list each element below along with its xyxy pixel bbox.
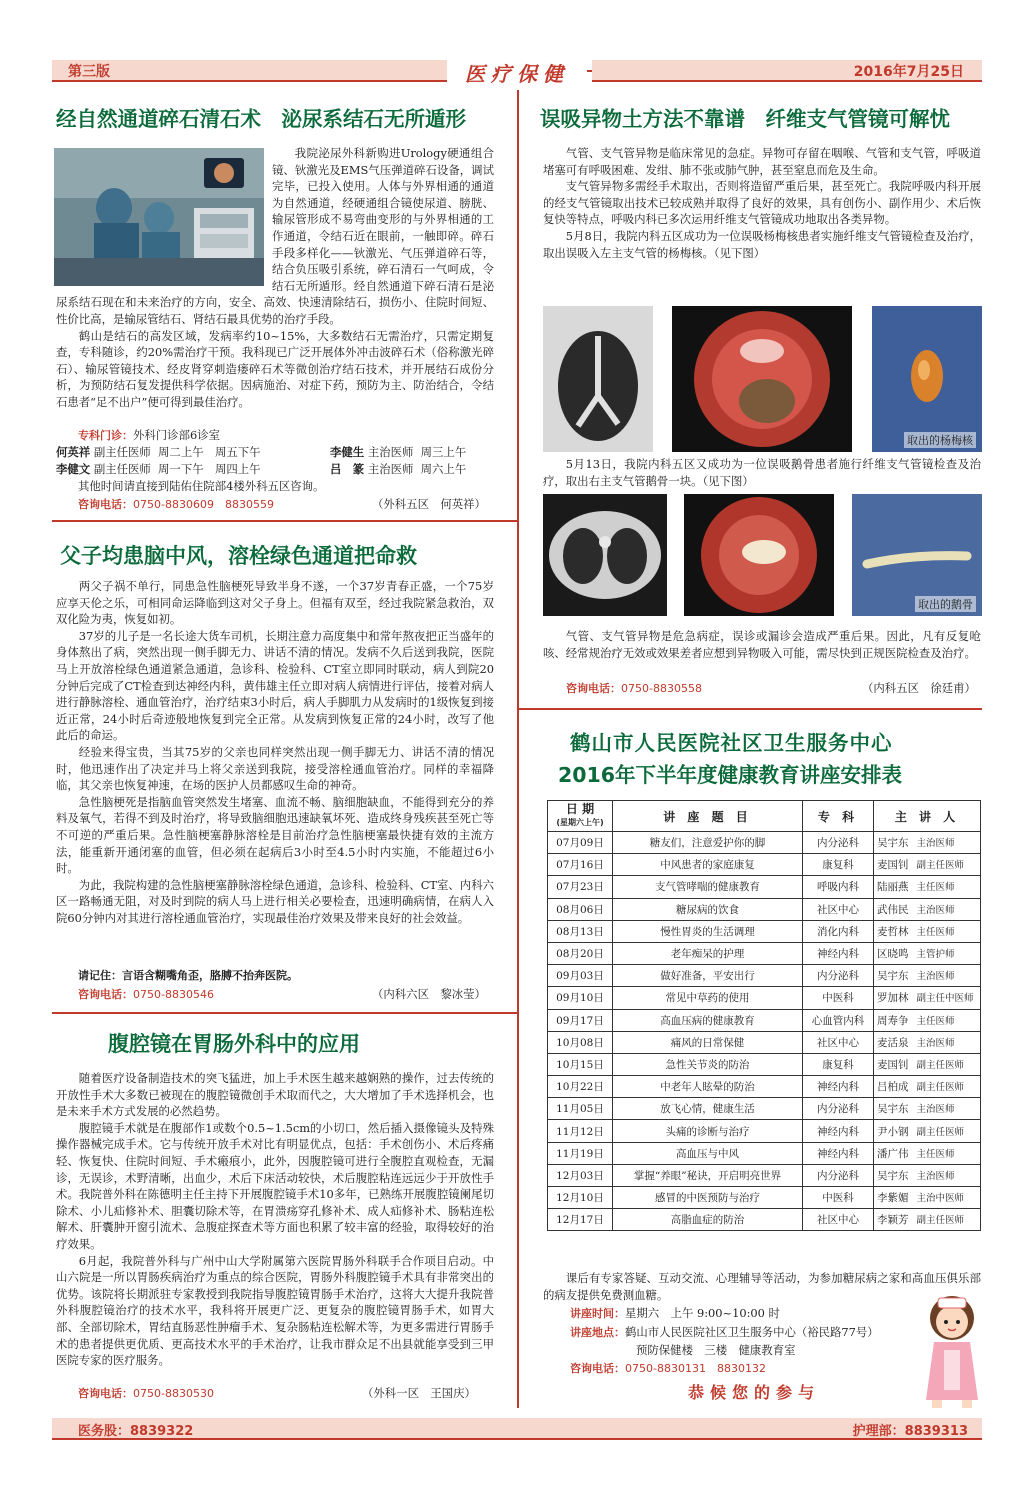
table-row <box>548 832 981 854</box>
table-header-row <box>548 801 981 832</box>
article4-author: （内科五区 徐廷甫） <box>862 681 976 695</box>
speaker-title: 副主任医师 <box>916 1126 965 1138</box>
doctor-name: 何英祥 <box>56 445 91 459</box>
phone-number: 0750-8830546 <box>133 988 214 1001</box>
article2-author: （内科六区 黎冰莹） <box>372 987 486 1001</box>
article4-para: 5月13日，我院内科五区又成功为一位误吸鹅骨患者施行纤维支气管镜检查及治疗，取出右主支气管鹅骨一块。（见下图） <box>543 457 981 488</box>
cell-date: 07月16日 <box>548 854 613 876</box>
stroke-reminder: 请记住：言语含糊嘴角歪，胳膊不抬奔医院。 <box>78 969 298 982</box>
cell-topic: 感冒的中医预防与治疗 <box>613 1187 803 1209</box>
clinic-label: 专科门诊： <box>78 429 133 442</box>
table-row <box>548 876 981 898</box>
speaker-name: 罗加林 <box>877 992 909 1005</box>
table-row <box>548 1187 981 1209</box>
cell-dept: 内分泌科 <box>803 832 874 854</box>
cell-date: 08月20日 <box>548 942 613 964</box>
doctor-name: 李健生 <box>330 445 365 459</box>
article2-title: 父子均患脑中风，溶栓绿色通道把命救 <box>60 544 417 568</box>
speaker-name: 吴宇东 <box>877 1103 909 1116</box>
article2-para: 为此，我院构建的急性脑梗塞静脉溶栓绿色通道，急诊科、检验科、CT室、内科六区一路畅通无阻，对及时到院的病人马上进行相关必要检查，迅速明确病情，在病人入院60分钟内对其进行溶栓通血管治疗，实现最佳治疗效果及带来良好的社会效益。 <box>56 877 494 925</box>
speaker-name: 麦国钊 <box>877 1058 909 1071</box>
bayberry-pit-photo <box>872 306 982 452</box>
cell-dept: 社区中心 <box>803 1031 874 1053</box>
cell-speaker <box>874 942 981 964</box>
schedule-note-text: 课后有专家答疑、互动交流、心理辅导等活动，为参加糖尿病之家和高血压俱乐部的病友提供免费测血糖。 <box>543 1271 981 1302</box>
cell-date: 10月08日 <box>548 1031 613 1053</box>
article4-para: 气管、支气管异物是临床常见的急症。异物可存留在咽喉、气管和支气管，呼吸道堵塞可有呼吸困难、发绀、肺不张或肺气肿，甚至窒息而危及生命。 <box>543 146 981 177</box>
speaker-title: 主管护师 <box>916 949 955 961</box>
speaker-name: 李紫媚 <box>877 1192 909 1205</box>
speaker-title: 副主任医师 <box>916 860 965 872</box>
cell-date: 12月17日 <box>548 1209 613 1231</box>
article1-para1: 我院泌尿外科新购进Urology硬通组合镜、钬激光及EMS气压弹道碎石设备，调试完毕，已投入使用。人体与外界相通的通道为自然通道，经硬通组合镜使尿道、膀胱、输尿管形成不易弯曲变形的与外界相通的工作通道，令结石近在眼前，一触即碎。碎石手段多样化——钬激光、气压弹道碎石等，结合负压吸引系统，碎石清石一气呵成，令结石无所遁形。经自然通道下碎石清石是泌尿系结石现在和未来治疗的方向，安全、高效、快速清除结石，损伤小、住院时间短、性价比高，是输尿管结石、肾结石最具优势的治疗手段。 <box>56 146 494 326</box>
cell-topic: 中风患者的家庭康复 <box>613 854 803 876</box>
cell-topic: 糖尿病的饮食 <box>613 898 803 920</box>
article2-para: 经验来得宝贵，当其75岁的父亲也同样突然出现一侧手脚无力、讲话不清的情况时，他迅速作出了决定并马上将父亲送到我院，接受溶栓通血管治疗。同样的幸福降临，其父亲也恢复神速，在场的医护人员都感叹生命的神奇。 <box>56 744 494 793</box>
cell-dept: 呼吸内科 <box>803 876 874 898</box>
speaker-title: 主治医师 <box>916 1104 955 1116</box>
speaker-name: 吴宇东 <box>877 1169 909 1182</box>
article1-contact <box>78 496 274 514</box>
time-label: 讲座时间： <box>570 1307 625 1320</box>
doctor-name: 吕 篆 <box>330 462 365 476</box>
cell-speaker <box>874 965 981 987</box>
article1-note: 其他时间请直接到陆佑住院部4楼外科五区咨询。 <box>78 479 325 493</box>
phone-number: 0750-8830530 <box>133 1387 214 1400</box>
speaker-name: 尹小钢 <box>877 1125 909 1138</box>
article4-body-3 <box>543 628 981 661</box>
cell-date: 11月05日 <box>548 1098 613 1120</box>
lecture-schedule-table <box>547 800 981 1231</box>
cell-speaker <box>874 1009 981 1031</box>
table-row <box>548 1009 981 1031</box>
speaker-title: 主任医师 <box>916 1015 955 1027</box>
article3-para: 6月起，我院普外科与广州中山大学附属第六医院胃肠外科联手合作项目启动。中山六院是一所以胃肠疾病治疗为重点的综合医院，胃肠外科腹腔镜手术具有非常突出的优势。该院将长期派驻专家教授到我院指导腹腔镜胃肠手术治疗，这将大大提升我院普外科腹腔镜治疗的技术水平，我科将开展更广泛、更复杂的腹腔镜胃肠手术，如胃大部、全部切除术，胃结直肠恶性肿瘤手术、复杂肠粘连松解术等，为更多需进行胃肠手术的患者提供更优质、更高技术水平的手术治疗，让我市群众足不出县就能享受到三甲医院专家的医疗服务。 <box>56 1253 494 1368</box>
speaker-name: 麦活泉 <box>877 1036 909 1049</box>
doctor-row-1 <box>56 444 261 461</box>
cell-date: 08月13日 <box>548 920 613 942</box>
doctor-title: 副主任医师 <box>93 462 151 476</box>
doctor-title: 主治医师 <box>367 462 414 476</box>
issue-date: 2016年7月25日 <box>853 64 964 80</box>
table-row <box>548 1209 981 1231</box>
cell-date: 07月23日 <box>548 876 613 898</box>
doctor-name: 李健文 <box>56 462 91 476</box>
speaker-title: 副主任医师 <box>916 1082 965 1094</box>
schedule-contact <box>570 1360 766 1378</box>
clinic-place: 外科门诊部6诊室 <box>133 428 220 442</box>
article4-para: 支气管异物多需经手术取出，否则将造留严重后果，甚至死亡。我院呼吸内科开展的经支气管镜取出技术已较成熟并取得了良好的效果，具有创伤小、副作用少、术后恢复快等特点，呼吸内科已多次运用纤维支气管镜成功地取出各类异物。 <box>543 179 981 227</box>
doctor-time: 周三上午 <box>420 445 467 459</box>
cell-speaker <box>874 1209 981 1231</box>
speaker-header: 主 讲 人 <box>874 801 981 832</box>
cell-topic: 做好准备，平安出行 <box>613 965 803 987</box>
schedule-rows <box>548 832 981 1231</box>
cell-speaker <box>874 854 981 876</box>
page-header <box>52 60 982 86</box>
article1-title: 经自然通道碎石清石术 泌尿系结石无所遁形 <box>56 107 466 131</box>
cell-dept: 心血管内科 <box>803 1009 874 1031</box>
article4-para: 5月8日，我院内科五区成功为一位误吸杨梅核患者实施纤维支气管镜检查及治疗，取出误吸入左主支气管的杨梅核。（见下图） <box>543 228 981 260</box>
cell-speaker <box>874 1120 981 1142</box>
doctor-time: 周六上午 <box>420 462 467 476</box>
cell-dept: 消化内科 <box>803 920 874 942</box>
doctor-time: 周二上午 周五下午 <box>158 445 261 459</box>
article1-para2: 鹤山是结石的高发区域，发病率约10~15%，大多数结石无需治疗，只需定期复查，专科随诊，约20%需治疗干预。我科现已广泛开展体外冲击波碎石术（俗称激光碎石）、输尿管镜技术、经皮肾穿刺造瘘碎石术等微创治疗结石技术，并开展结石成份分析，为预防结石复发提供科学依据。因病施治、对症下药，预防为主、防治结合，令结石患者“足不出户”便可得到最佳治疗。 <box>56 328 494 409</box>
cell-dept: 神经内科 <box>803 1142 874 1164</box>
cell-dept: 社区中心 <box>803 1209 874 1231</box>
photo-caption: 取出的鹅骨 <box>915 596 976 612</box>
article3-contact <box>78 1385 214 1403</box>
cell-speaker <box>874 1076 981 1098</box>
cell-topic: 急性关节炎的防治 <box>613 1053 803 1075</box>
doctor-row-4 <box>330 461 466 478</box>
speaker-name: 周寿争 <box>877 1014 909 1027</box>
table-row <box>548 1098 981 1120</box>
cell-date: 12月10日 <box>548 1187 613 1209</box>
speaker-title: 主任医师 <box>916 1148 955 1160</box>
table-row <box>548 1076 981 1098</box>
lecture-place <box>570 1324 879 1342</box>
cell-date: 12月03日 <box>548 1164 613 1186</box>
article1-body <box>56 145 494 411</box>
speaker-title: 副主任医师 <box>916 1059 965 1071</box>
phone-number: 0750-8830131 8830132 <box>625 1362 766 1375</box>
cell-speaker <box>874 832 981 854</box>
speaker-name: 武伟民 <box>877 903 909 916</box>
cell-dept: 神经内科 <box>803 942 874 964</box>
article2-body <box>56 578 494 926</box>
doctor-title: 副主任医师 <box>93 445 151 459</box>
phone-label: 咨询电话： <box>78 498 133 511</box>
header-left-band <box>52 60 452 82</box>
cell-topic: 老年痴呆的护理 <box>613 942 803 964</box>
speaker-name: 麦国钊 <box>877 859 909 872</box>
clinic-line <box>78 427 220 445</box>
cell-date: 07月09日 <box>548 832 613 854</box>
cell-speaker <box>874 1031 981 1053</box>
cell-topic: 放飞心情，健康生活 <box>613 1098 803 1120</box>
cell-dept: 中医科 <box>803 987 874 1009</box>
phone-number: 0750-8830558 <box>621 682 702 695</box>
cell-topic: 高血压与中风 <box>613 1142 803 1164</box>
goose-bone-photo <box>852 494 982 616</box>
speaker-title: 主治医师 <box>916 838 955 850</box>
speaker-name: 吴宇东 <box>877 837 909 850</box>
speaker-title: 主治医师 <box>916 1170 955 1182</box>
column-divider <box>517 90 519 1408</box>
cell-dept: 神经内科 <box>803 1120 874 1142</box>
article4-contact <box>566 680 702 698</box>
lecture-place-2: 预防保健楼 三楼 健康教育室 <box>636 1343 796 1357</box>
cell-dept: 社区中心 <box>803 898 874 920</box>
doctor-row-3 <box>56 461 261 478</box>
speaker-name: 李颖芳 <box>877 1214 909 1227</box>
cell-topic: 掌握“养眼”秘诀，开启明亮世界 <box>613 1164 803 1186</box>
table-row <box>548 1142 981 1164</box>
phone-number: 0750-8830609 8830559 <box>133 498 274 511</box>
place-label: 讲座地点： <box>570 1326 625 1339</box>
article2-para: 急性脑梗死是指脑血管突然发生堵塞、血流不畅、脑细胞缺血，不能得到充分的养料及氧气，若得不到及时治疗，将导致脑细胞迅速缺氧坏死、造成终身残疾甚至死亡等不可逆的严重后果。急性脑梗塞静脉溶栓是目前治疗急性脑梗塞最快捷有效的主流方法，能重新开通闭塞的血管，但必须在起病后3小时至4.5小时内实施，不能超过6小时。 <box>56 794 494 876</box>
date-header: 日 期 (星期六上午) <box>548 801 613 832</box>
cell-speaker <box>874 1187 981 1209</box>
speaker-name: 陆丽燕 <box>877 881 909 894</box>
nurse-illustration <box>918 1290 986 1410</box>
cell-topic: 高血压病的健康教育 <box>613 1009 803 1031</box>
phone-label: 咨询电话： <box>78 1387 133 1400</box>
section-rule <box>519 708 982 710</box>
cell-topic: 常见中草药的使用 <box>613 987 803 1009</box>
speaker-title: 主治中医师 <box>916 1193 965 1205</box>
article2-para: 两父子祸不单行，同患急性脑梗死导致半身不遂，一个37岁青春正盛，一个75岁应享天伦之乐，可相同命运降临到这对父子身上。但福有双至，经过我院紧急救治，双双化险为夷，恢复如初。 <box>56 579 494 627</box>
table-row <box>548 942 981 964</box>
speaker-title: 主任医师 <box>916 882 955 894</box>
cell-topic: 慢性胃炎的生活调理 <box>613 920 803 942</box>
article4-body-2 <box>543 456 981 489</box>
speaker-name: 麦哲林 <box>877 925 909 938</box>
cell-date: 10月22日 <box>548 1076 613 1098</box>
doctor-row-2 <box>330 444 466 461</box>
article3-title: 腹腔镜在胃肠外科中的应用 <box>108 1032 360 1056</box>
cell-date: 11月12日 <box>548 1120 613 1142</box>
cell-speaker <box>874 898 981 920</box>
cell-dept: 内分泌科 <box>803 1098 874 1120</box>
phone-label: 咨询电话： <box>570 1362 625 1375</box>
footer-nursing-dept: 护理部：8839313 <box>852 1424 968 1439</box>
table-row <box>548 898 981 920</box>
schedule-title-1: 鹤山市人民医院社区卫生服务中心 <box>570 731 893 755</box>
cell-dept: 康复科 <box>803 854 874 876</box>
photo-caption: 取出的杨梅核 <box>904 432 976 448</box>
article4-body <box>543 145 981 261</box>
article4-para: 气管、支气管异物是危急病症，误诊或漏诊会造成严重后果。因此，凡有反复呛咳、经常规治疗无效或效果差者应想到异物吸入可能，需尽快到正规医院检查及治疗。 <box>543 629 981 660</box>
cell-speaker <box>874 1142 981 1164</box>
page-footer <box>52 1418 982 1440</box>
phone-label: 咨询电话： <box>78 988 133 1001</box>
cell-date: 10月15日 <box>548 1053 613 1075</box>
article1-author: （外科五区 何英祥） <box>372 497 486 511</box>
cell-speaker <box>874 876 981 898</box>
cell-dept: 康复科 <box>803 1053 874 1075</box>
speaker-title: 主治医师 <box>916 971 955 983</box>
cell-dept: 中医科 <box>803 1187 874 1209</box>
article2-contact <box>78 986 214 1004</box>
table-row <box>548 1031 981 1053</box>
speaker-name: 区晓鸣 <box>877 948 909 961</box>
time-value: 星期六 上午 9:00~10:00 时 <box>625 1306 780 1320</box>
cell-topic: 高脂血症的防治 <box>613 1209 803 1231</box>
speaker-name: 吕柏成 <box>877 1081 909 1094</box>
lecture-time <box>570 1305 780 1323</box>
bronchoscope-photo-1 <box>672 306 852 452</box>
speaker-name: 吴宇东 <box>877 970 909 983</box>
cell-dept: 内分泌科 <box>803 965 874 987</box>
topic-header: 讲 座 题 目 <box>613 801 803 832</box>
cell-topic: 糖友们，注意爱护你的脚 <box>613 832 803 854</box>
doctor-time: 周一下午 周四上午 <box>158 462 261 476</box>
cell-date: 09月10日 <box>548 987 613 1009</box>
cell-topic: 支气管哮喘的健康教育 <box>613 876 803 898</box>
speaker-title: 主任医师 <box>916 926 955 938</box>
article3-para: 腹腔镜手术就是在腹部作1或数个0.5~1.5cm的小切口，然后插入摄像镜头及特殊操作器械完成手术。它与传统开放手术对比有明显优点，包括：手术创伤小、术后疼痛轻、恢复快、住院时间短、手术瘢痕小，此外，因腹腔镜可进行全腹腔直观检查，无漏诊，无误诊，术野清晰，出血少，术后下床活动较快，术后腹腔粘连远远少于开放性手术。我院普外科在陈德明主任主持下开展腹腔镜手术10多年，已熟练开展腹腔镜阑尾切除术、小儿疝修补术、胆囊切除术等，在胃溃疡穿孔修补术、成人疝修补术、肠粘连松解术、肝囊肿开窗引流术、急腹症探查术等方面也积累了较丰富的经验，取得较好的治疗效果。 <box>56 1120 494 1251</box>
table-row <box>548 965 981 987</box>
cell-speaker <box>874 1053 981 1075</box>
article3-body <box>56 1070 494 1369</box>
cell-speaker <box>874 1164 981 1186</box>
table-row <box>548 1053 981 1075</box>
article4-title: 误吸异物土方法不靠谱 纤维支气管镜可解忧 <box>540 107 950 131</box>
section-rule <box>52 520 517 522</box>
bronchoscope-photo-2 <box>684 494 834 616</box>
cell-date: 09月03日 <box>548 965 613 987</box>
table-row <box>548 854 981 876</box>
cell-dept: 内分泌科 <box>803 1164 874 1186</box>
welcome-text: 恭候您的参与 <box>688 1383 821 1402</box>
article2-para: 37岁的儿子是一名长途大货车司机，长期注意力高度集中和常年熬夜把正当盛年的身体熬出了病，突然出现一侧手脚无力、讲话不清的情况。发病不久后送到我院，医院马上开放溶栓绿色通道紧急通道，急诊科、检验科、CT室立即同时联动，病人到院20分钟后完成了CT检查到达神经内科，黄伟雄主任立即对病人病情进行评估，接着对病人进行静脉溶栓、通血管治疗，治疗结束3小时后，病人手脚肌力从发病时的1级恢复到接近正常，24小时后奇迹般地恢复到完全正常。从发病到恢复正常的24小时，改写了他此后的命运。 <box>56 628 494 743</box>
cell-speaker <box>874 920 981 942</box>
cell-topic: 头痛的诊断与治疗 <box>613 1120 803 1142</box>
speaker-title: 副主任医师 <box>916 1215 965 1227</box>
doctor-title: 主治医师 <box>367 445 414 459</box>
place-value: 鹤山市人民医院社区卫生服务中心（裕民路77号） <box>625 1325 879 1339</box>
table-row <box>548 920 981 942</box>
cell-speaker <box>874 1098 981 1120</box>
phone-label: 咨询电话： <box>566 682 621 695</box>
table-row <box>548 1164 981 1186</box>
cell-date: 09月17日 <box>548 1009 613 1031</box>
cell-date: 11月19日 <box>548 1142 613 1164</box>
schedule-title-2: 2016年下半年度健康教育讲座安排表 <box>558 763 903 787</box>
article3-author: （外科一区 王国庆） <box>362 1386 476 1400</box>
cell-date: 08月06日 <box>548 898 613 920</box>
ct-scan-photo <box>543 306 653 452</box>
speaker-title: 副主任中医师 <box>916 993 974 1005</box>
speaker-title: 主治医师 <box>916 904 955 916</box>
edition-label: 第三版 <box>68 64 110 80</box>
speaker-title: 主治医师 <box>916 1037 955 1049</box>
table-row <box>548 1120 981 1142</box>
cell-speaker <box>874 987 981 1009</box>
dept-header: 专 科 <box>803 801 874 832</box>
chest-ct-photo <box>543 494 667 616</box>
article3-para: 随着医疗设备制造技术的突飞猛进，加上手术医生越来越娴熟的操作，过去传统的开放性手术大多数已被现在的腹腔镜微创手术取而代之，大大增加了手术选择机会，也是未来手术方式发展的必然趋势。 <box>56 1071 494 1119</box>
speaker-name: 潘广伟 <box>877 1147 909 1160</box>
section-rule <box>52 1012 517 1014</box>
footer-medical-office: 医务股：8839322 <box>78 1424 194 1439</box>
cell-topic: 痛风的日常保健 <box>613 1031 803 1053</box>
masthead-title: 医疗保健 <box>447 58 587 87</box>
schedule-note <box>543 1270 981 1303</box>
cell-dept: 神经内科 <box>803 1076 874 1098</box>
cell-topic: 中老年人眩晕的防治 <box>613 1076 803 1098</box>
table-row <box>548 987 981 1009</box>
